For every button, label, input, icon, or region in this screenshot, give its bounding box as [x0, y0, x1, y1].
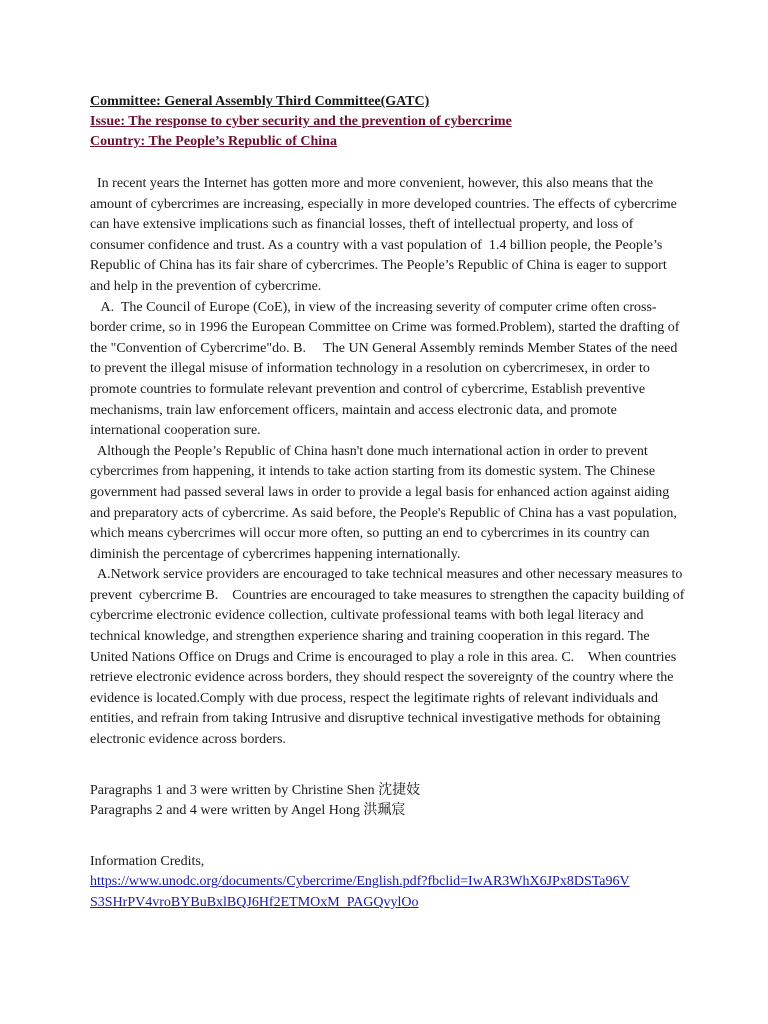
credits-label: Information Credits,: [90, 853, 205, 869]
source-link-part-1[interactable]: https://www.unodc.org/documents/Cybercrime/English.pdf?fbclid=IwAR3WhX6JPx8DSTa96V: [90, 874, 630, 890]
document-page: [90, 92, 690, 914]
issue-heading: Issue: The response to cyber security and the prevention of cybercrime: [90, 114, 512, 129]
paragraph-2: A. The Council of Europe (CoE), in view of the increasing severity of computer crime often cross-border crime, so in 1996 the European Committee on Crime was formed.Problem), started the drafting of the "Convention of Cybercrime"do. B. The UN General Assembly reminds Member States of the need to prevent the illegal misuse of information technology in a resolution on cybercrimesex, in order to promote countries to formulate relevant prevention and control of cybercrime, Establish preventive mechanisms, train law enforcement officers, maintain and access electronic data, and promote international cooperation sure.: [90, 299, 680, 439]
spacer: [90, 751, 690, 781]
paragraph-4: A.Network service providers are encouraged to take technical measures and other necessary measures to prevent cybercrime B. Countries are encouraged to take measures to strengthen the capacity building of cybercrime electronic evidence collection, cultivate professional teams with both legal literacy and technical knowledge, and strengthen experience sharing and training cooperation in this regard. The United Nations Office on Drugs and Crime is encouraged to play a role in this area. C. When countries retrieve electronic evidence across borders, they should respect the sovereignty of the country where the evidence is located.Comply with due process, respect the legitimate rights of relevant individuals and entities, and refrain from taking Intrusive and disruptive technical investigative methods for obtaining electronic evidence across borders.: [90, 567, 685, 748]
paragraph-3: Although the People’s Republic of China hasn't done much international action in order to prevent cybercrimes from happening, it intends to take action starting from its domestic system. The Chinese government had passed several laws in order to provide a legal basis for enhanced action against aiding and preparatory acts of cybercrime. As said before, the People's Republic of China has a vast population, which means cybercrimes will occur more often, so putting an end to cybercrimes in its country can diminish the percentage of cybercrimes happening internationally.: [90, 443, 677, 562]
committee-heading: Committee: General Assembly Third Committee(GATC): [90, 94, 430, 109]
country-heading: Country: The People’s Republic of China: [90, 134, 337, 149]
source-link[interactable]: [90, 874, 630, 910]
paragraph-1: In recent years the Internet has gotten more and more convenient, however, this also means that the amount of cybercrimes are increasing, especially in more developed countries. The effects of cybercrime can have extensive implications such as financial losses, theft of intellectual property, and loss of consumer confidence and trust. As a country with a vast population of 1.4 billion people, the People’s Republic of China has its fair share of cybercrimes. The People’s Republic of China is eager to support and help in the prevention of cybercrime.: [90, 176, 677, 294]
spacer: [90, 822, 690, 852]
source-link-part-2[interactable]: S3SHrPV4vroBYBuBxlBQJ6Hf2ETMOxM_PAGQvylOo: [90, 895, 419, 910]
spacer: [90, 152, 690, 174]
author-credit-1: Paragraphs 1 and 3 were written by Christine Shen 沈捷妓: [90, 782, 421, 798]
author-credit-2: Paragraphs 2 and 4 were written by Angel Hong 洪珮宸: [90, 803, 406, 819]
